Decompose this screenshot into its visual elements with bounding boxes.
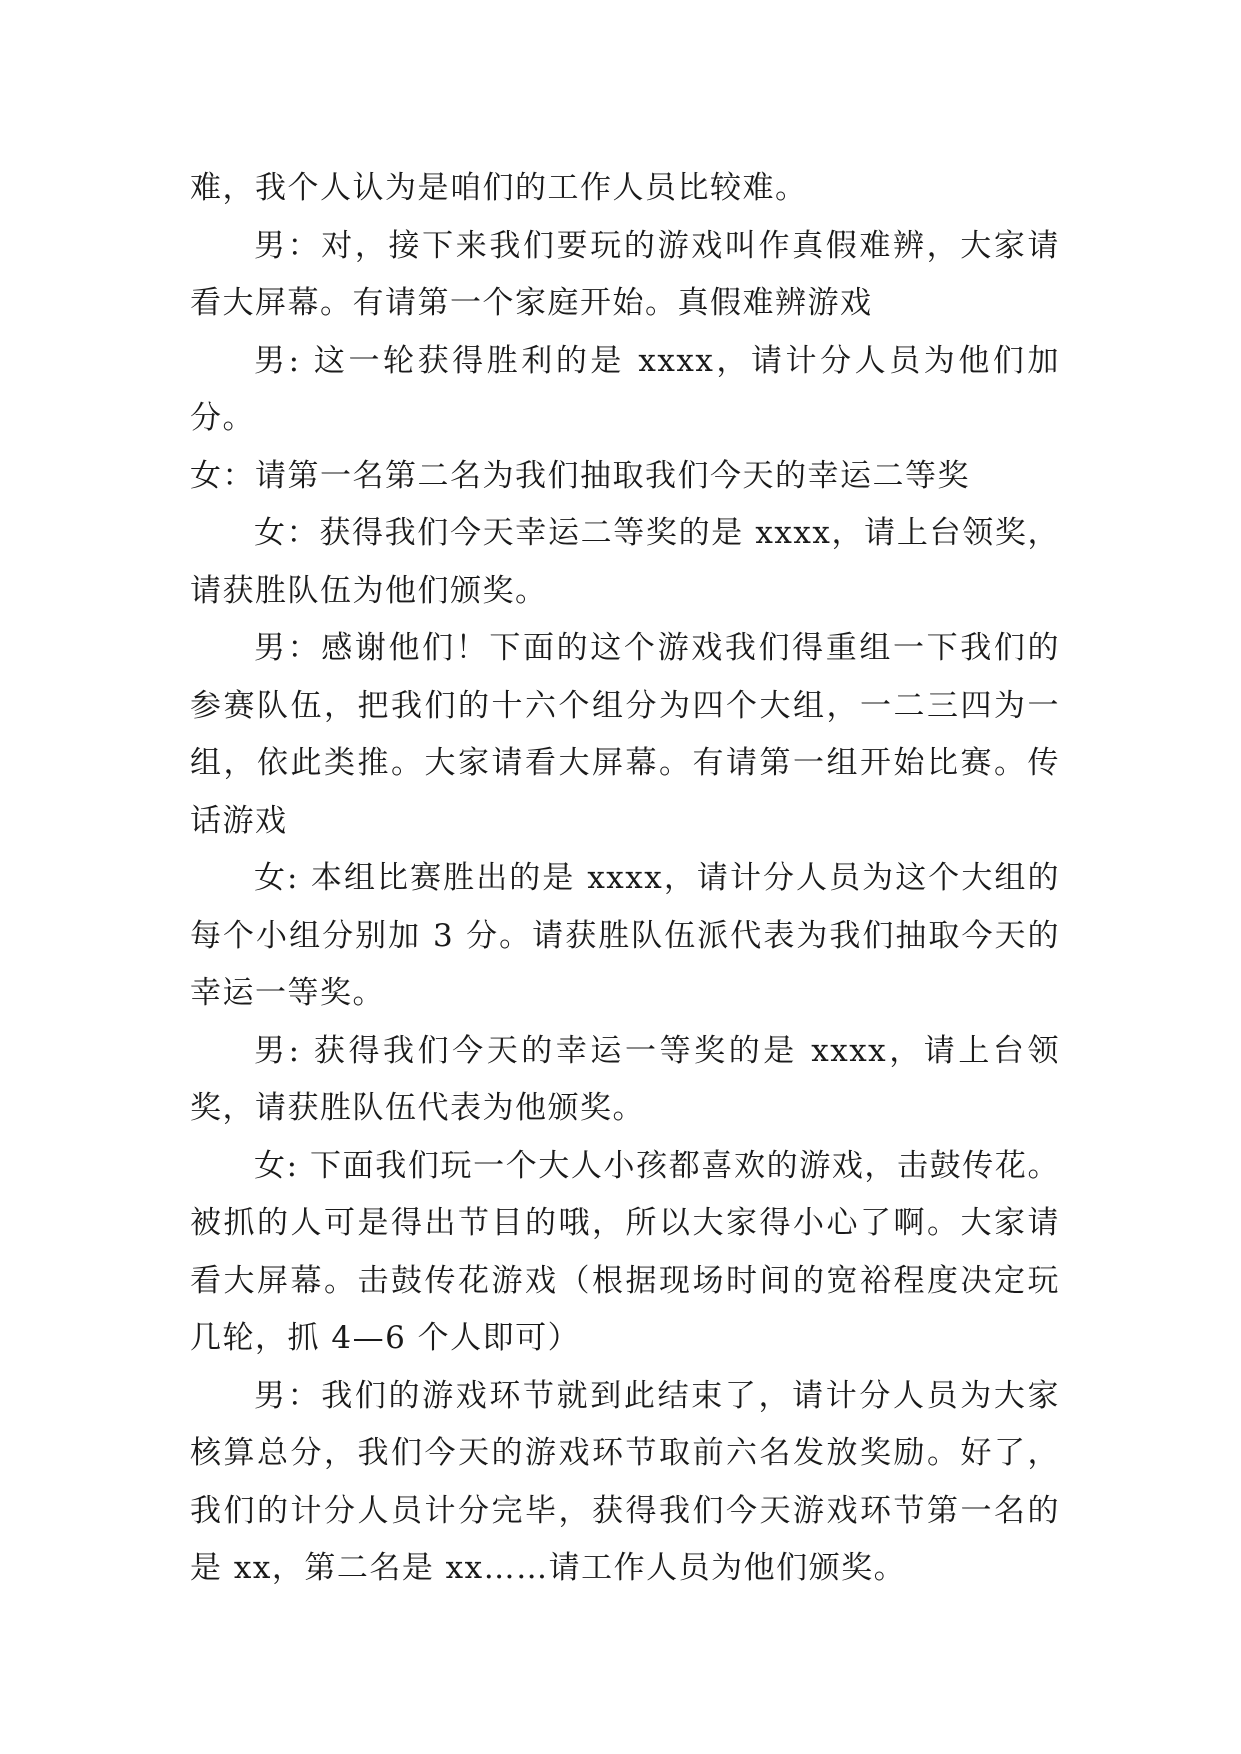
paragraph: 女: 本组比赛胜出的是 xxxx，请计分人员为这个大组的每个小组分别加 3 分。请获胜队伍派代表为我们抽取今天的幸运一等奖。	[190, 860, 1060, 1011]
paragraph: 男: 这一轮获得胜利的是 xxxx，请计分人员为他们加分。	[190, 342, 1060, 436]
paragraph: 男：我们的游戏环节就到此结束了，请计分人员为大家核算总分，我们今天的游戏环节取前六名发放奖励。好了，我们的计分人员计分完毕，获得我们今天游戏环节第一名的是 xx，第二名是 xx……请工作人员为他们颁奖。	[190, 1377, 1060, 1586]
paragraph: 女：获得我们今天幸运二等奖的是 xxxx，请上台领奖，请获胜队伍为他们颁奖。	[190, 515, 1060, 609]
paragraph: 男: 获得我们今天的幸运一等奖的是 xxxx，请上台领奖，请获胜队伍代表为他颁奖。	[190, 1032, 1060, 1126]
paragraph: 难，我个人认为是咱们的工作人员比较难。	[190, 170, 808, 206]
paragraph: 女: 下面我们玩一个大人小孩都喜欢的游戏，击鼓传花。被抓的人可是得出节目的哦，所以大家得小心了啊。大家请看大屏幕。击鼓传花游戏（根据现场时间的宽裕程度决定玩几轮，抓 4—6 个人即可）	[190, 1147, 1060, 1356]
paragraph: 男：感谢他们！下面的这个游戏我们得重组一下我们的参赛队伍，把我们的十六个组分为四个大组，一二三四为一组，依此类推。大家请看大屏幕。有请第一组开始比赛。传话游戏	[190, 630, 1060, 839]
paragraph: 男：对，接下来我们要玩的游戏叫作真假难辨，大家请看大屏幕。有请第一个家庭开始。真假难辨游戏	[190, 227, 1060, 321]
document-body	[190, 160, 1060, 1598]
paragraph: 女：请第一名第二名为我们抽取我们今天的幸运二等奖	[190, 457, 970, 494]
